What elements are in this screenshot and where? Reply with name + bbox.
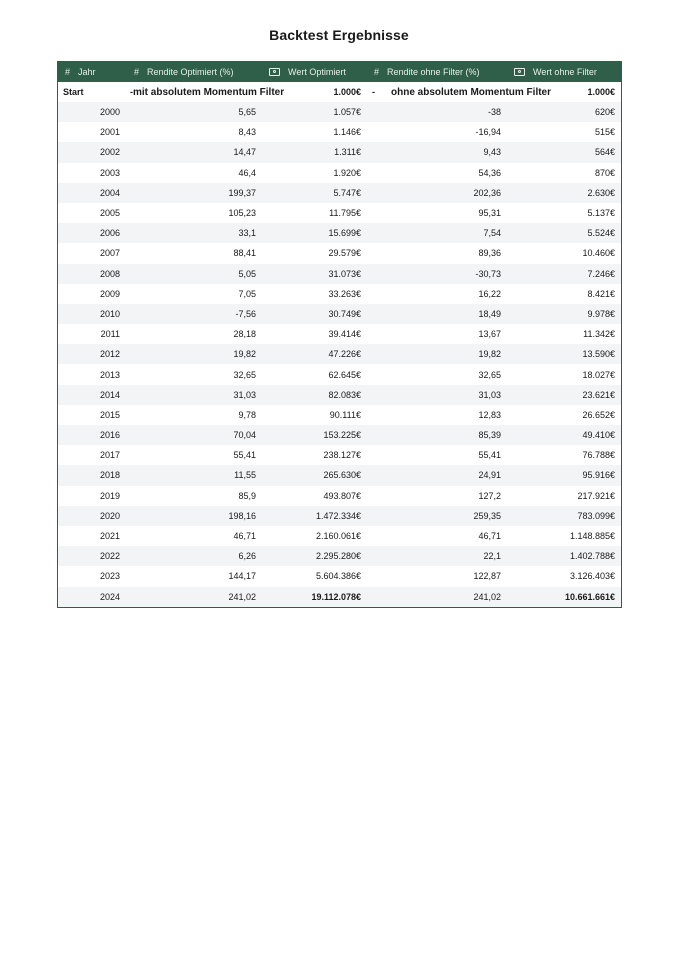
rendite-optimiert-cell: 5,65 [238, 107, 256, 118]
rendite-ohne-filter-cell: 55,41 [478, 450, 501, 461]
rendite-optimiert-cell: 198,16 [228, 510, 256, 521]
rendite-ohne-filter-cell: 18,49 [478, 308, 501, 319]
year-cell: 2024 [99, 591, 120, 602]
rendite-ohne-filter-cell: -16,94 [475, 127, 501, 138]
table-header [58, 62, 621, 82]
wert-ohne-filter-cell: 515€ [594, 127, 615, 138]
rendite-ohne-filter-cell: -38 [487, 107, 501, 118]
table-row [58, 203, 621, 223]
table-row [58, 385, 621, 405]
rendite-optimiert-cell: 28,18 [233, 329, 256, 340]
rendite-optimiert-cell: 85,9 [238, 490, 256, 501]
rendite-optimiert-cell: 9,78 [238, 409, 256, 420]
rendite-optimiert-cell: 144,17 [228, 571, 256, 582]
rendite-ohne-filter-cell: 9,43 [483, 147, 501, 158]
wert-optimiert-cell: 19.112.078€ [311, 591, 361, 602]
wert-optimiert-cell: 39.414€ [328, 329, 361, 340]
rendite-ohne-filter-cell: 54,36 [478, 167, 501, 178]
wert-optimiert-cell: 5.747€ [333, 187, 361, 198]
rendite-optimiert-cell: 32,65 [233, 369, 256, 380]
year-cell: 2013 [99, 369, 120, 380]
table-row [58, 364, 621, 384]
wert-optimiert-cell: 5.604.386€ [315, 571, 361, 582]
rendite-ohne-filter-cell: 241,02 [473, 591, 501, 602]
wert-ohne-filter-cell: 8.421€ [587, 288, 615, 299]
table-row [58, 183, 621, 203]
year-cell: 2004 [99, 187, 120, 198]
wert-ohne-filter-cell: 76.788€ [582, 450, 615, 461]
table-row [58, 486, 621, 506]
column-header-rendite-ohne-filter[interactable] [367, 67, 507, 77]
column-label: Jahr [78, 67, 96, 77]
wert-optimiert-cell: 11.795€ [329, 208, 361, 219]
year-cell: 2000 [99, 107, 120, 118]
wert-optimiert-cell: 1.057€ [333, 107, 361, 118]
table-row [58, 284, 621, 304]
rendite-optimiert-cell: 5,05 [238, 268, 256, 279]
year-cell: 2001 [99, 127, 120, 138]
wert-optimiert-cell: 1.311€ [334, 147, 361, 158]
results-table [57, 61, 622, 608]
rendite-ohne-filter-cell: 31,03 [478, 389, 501, 400]
rendite-ohne-filter-cell: 122,87 [473, 571, 501, 582]
table-row [58, 142, 621, 162]
wert-ohne-filter-cell: 9.978€ [587, 308, 615, 319]
wert-optimiert-cell: 15.699€ [328, 228, 361, 239]
column-label: Wert Optimiert [288, 67, 346, 77]
table-row [58, 587, 621, 607]
column-label: Rendite ohne Filter (%) [387, 67, 480, 77]
year-cell: 2015 [99, 409, 120, 420]
rendite-ohne-filter-cell: 12,83 [478, 409, 501, 420]
rendite-ohne-filter-cell: 13,67 [478, 329, 501, 340]
table-body [58, 82, 621, 607]
wert-ohne-filter-cell: 5.524€ [587, 228, 615, 239]
rendite-ohne-filter-cell: 24,91 [478, 470, 501, 481]
rendite-optimiert-cell: 31,03 [233, 389, 256, 400]
table-row-start [58, 82, 621, 102]
table-row [58, 425, 621, 445]
year-cell: 2007 [99, 248, 120, 259]
table-row [58, 243, 621, 263]
year-cell: 2012 [99, 349, 120, 360]
rendite-optimiert-cell: 199,37 [228, 187, 256, 198]
year-cell: 2011 [100, 329, 120, 340]
rendite-optimiert-cell: 14,47 [233, 147, 256, 158]
column-header-wert-ohne-filter[interactable] [507, 67, 621, 77]
year-cell: 2023 [99, 571, 120, 582]
year-cell: 2002 [99, 147, 120, 158]
wert-ohne-filter-cell: 1.402.788€ [569, 551, 615, 562]
rendite-optimiert-cell: 46,71 [233, 531, 256, 542]
wert-optimiert-cell: 90.111€ [329, 409, 361, 420]
table-row [58, 324, 621, 344]
rendite-ohne-filter-cell: 127,2 [478, 490, 501, 501]
wert-optimiert-cell: 1.472.334€ [315, 510, 361, 521]
rendite-optimiert-cell: 241,02 [228, 591, 256, 602]
year-cell: 2009 [99, 288, 120, 299]
hash-icon: # [134, 67, 140, 77]
start-rendite-ohne-filter [367, 86, 552, 98]
year-cell: 2008 [99, 268, 120, 279]
wert-ohne-filter-cell: 783.099€ [577, 510, 615, 521]
rendite-optimiert-cell: 6,26 [238, 551, 256, 562]
table-row [58, 344, 621, 364]
table-row [58, 122, 621, 142]
table-row [58, 102, 621, 122]
column-header-wert-optimiert[interactable] [262, 67, 367, 77]
wert-ohne-filter-cell: 870€ [594, 167, 615, 178]
money-icon [514, 68, 525, 76]
start-wert-ohne-filter: 1.000€ [587, 87, 615, 97]
rendite-optimiert-cell: 19,82 [233, 349, 256, 360]
wert-ohne-filter-cell: 1.148.885€ [569, 531, 615, 542]
wert-optimiert-cell: 31.073€ [328, 268, 361, 279]
dash-prefix: - [372, 86, 375, 97]
rendite-optimiert-cell: 55,41 [233, 450, 256, 461]
year-cell: 2006 [99, 228, 120, 239]
rendite-ohne-filter-cell: 202,36 [473, 187, 501, 198]
wert-optimiert-cell: 62.645€ [328, 369, 361, 380]
start-rendite-optimiert [127, 86, 285, 98]
year-cell: 2014 [99, 389, 120, 400]
start-label: Start [63, 87, 84, 97]
wert-optimiert-cell: 29.579€ [328, 248, 361, 259]
rendite-optimiert-cell: 7,05 [238, 288, 256, 299]
wert-optimiert-cell: 82.083€ [328, 389, 361, 400]
wert-optimiert-cell: 1.146€ [333, 127, 361, 138]
table-row [58, 445, 621, 465]
wert-optimiert-cell: 493.807€ [323, 490, 361, 501]
wert-ohne-filter-cell: 7.246€ [587, 268, 615, 279]
table-row [58, 264, 621, 284]
wert-ohne-filter-cell: 18.027€ [582, 369, 615, 380]
column-label: Wert ohne Filter [533, 67, 597, 77]
year-cell: 2005 [99, 208, 120, 219]
wert-ohne-filter-cell: 49.410€ [582, 430, 615, 441]
wert-optimiert-cell: 2.160.061€ [315, 531, 361, 542]
year-cell: 2020 [99, 510, 120, 521]
hash-icon: # [374, 67, 380, 77]
wert-ohne-filter-cell: 5.137€ [587, 208, 615, 219]
rendite-optimiert-cell: 33,1 [238, 228, 256, 239]
year-cell: 2019 [99, 490, 120, 501]
year-cell: 2010 [99, 308, 120, 319]
rendite-ohne-filter-cell: 7,54 [483, 228, 501, 239]
wert-ohne-filter-cell: 3.126.403€ [569, 571, 615, 582]
rendite-optimiert-cell: 88,41 [233, 248, 256, 259]
year-cell: 2021 [99, 531, 120, 542]
rendite-ohne-filter-cell: 32,65 [478, 369, 501, 380]
column-label: Rendite Optimiert (%) [147, 67, 234, 77]
column-header-rendite-optimiert[interactable] [127, 67, 262, 77]
table-row [58, 405, 621, 425]
wert-ohne-filter-cell: 2.630€ [587, 187, 615, 198]
rendite-ohne-filter-cell: 19,82 [478, 349, 501, 360]
strategy-label-optimiert: mit absolutem Momentum Filter [133, 86, 285, 98]
wert-ohne-filter-cell: 217.921€ [577, 490, 615, 501]
table-row [58, 566, 621, 586]
rendite-optimiert-cell: 46,4 [238, 167, 256, 178]
wert-optimiert-cell: 30.749€ [328, 308, 361, 319]
wert-ohne-filter-cell: 95.916€ [582, 470, 615, 481]
wert-ohne-filter-cell: 620€ [594, 107, 615, 118]
rendite-ohne-filter-cell: 46,71 [478, 531, 501, 542]
wert-optimiert-cell: 2.295.280€ [315, 551, 361, 562]
rendite-ohne-filter-cell: 95,31 [478, 208, 501, 219]
column-header-jahr[interactable] [58, 67, 127, 77]
wert-optimiert-cell: 265.630€ [323, 470, 361, 481]
wert-ohne-filter-cell: 10.460€ [582, 248, 615, 259]
rendite-optimiert-cell: 11,55 [234, 470, 256, 481]
year-cell: 2018 [99, 470, 120, 481]
wert-ohne-filter-cell: 23.621€ [582, 389, 615, 400]
year-cell: 2017 [99, 450, 120, 461]
rendite-ohne-filter-cell: 89,36 [478, 248, 501, 259]
table-row [58, 163, 621, 183]
wert-ohne-filter-cell: 564€ [594, 147, 615, 158]
rendite-ohne-filter-cell: 85,39 [478, 430, 501, 441]
wert-ohne-filter-cell: 10.661.661€ [564, 591, 615, 602]
table-row [58, 506, 621, 526]
year-cell: 2016 [99, 430, 120, 441]
table-row [58, 223, 621, 243]
table-row [58, 304, 621, 324]
wert-ohne-filter-cell: 11.342€ [583, 329, 615, 340]
rendite-optimiert-cell: 105,23 [228, 208, 256, 219]
rendite-ohne-filter-cell: -30,73 [475, 268, 501, 279]
wert-optimiert-cell: 1.920€ [333, 167, 361, 178]
year-cell: 2003 [99, 167, 120, 178]
rendite-optimiert-cell: -7,56 [235, 308, 256, 319]
wert-ohne-filter-cell: 26.652€ [582, 409, 615, 420]
table-row [58, 526, 621, 546]
rendite-optimiert-cell: 8,43 [238, 127, 256, 138]
wert-optimiert-cell: 153.225€ [323, 430, 361, 441]
wert-optimiert-cell: 33.263€ [328, 288, 361, 299]
wert-ohne-filter-cell: 13.590€ [582, 349, 615, 360]
strategy-label-ohne-filter: ohne absolutem Momentum Filter [391, 86, 552, 98]
wert-optimiert-cell: 238.127€ [323, 450, 361, 461]
rendite-ohne-filter-cell: 16,22 [478, 288, 501, 299]
start-wert-optimiert: 1.000€ [333, 87, 361, 97]
rendite-ohne-filter-cell: 22,1 [483, 551, 501, 562]
page-title: Backtest Ergebnisse [269, 27, 409, 43]
wert-optimiert-cell: 47.226€ [328, 349, 361, 360]
money-icon [269, 68, 280, 76]
table-row [58, 546, 621, 566]
dash-prefix: - [130, 86, 133, 97]
table-row [58, 465, 621, 485]
year-cell: 2022 [99, 551, 120, 562]
rendite-optimiert-cell: 70,04 [233, 430, 256, 441]
rendite-ohne-filter-cell: 259,35 [473, 510, 501, 521]
hash-icon: # [65, 67, 71, 77]
